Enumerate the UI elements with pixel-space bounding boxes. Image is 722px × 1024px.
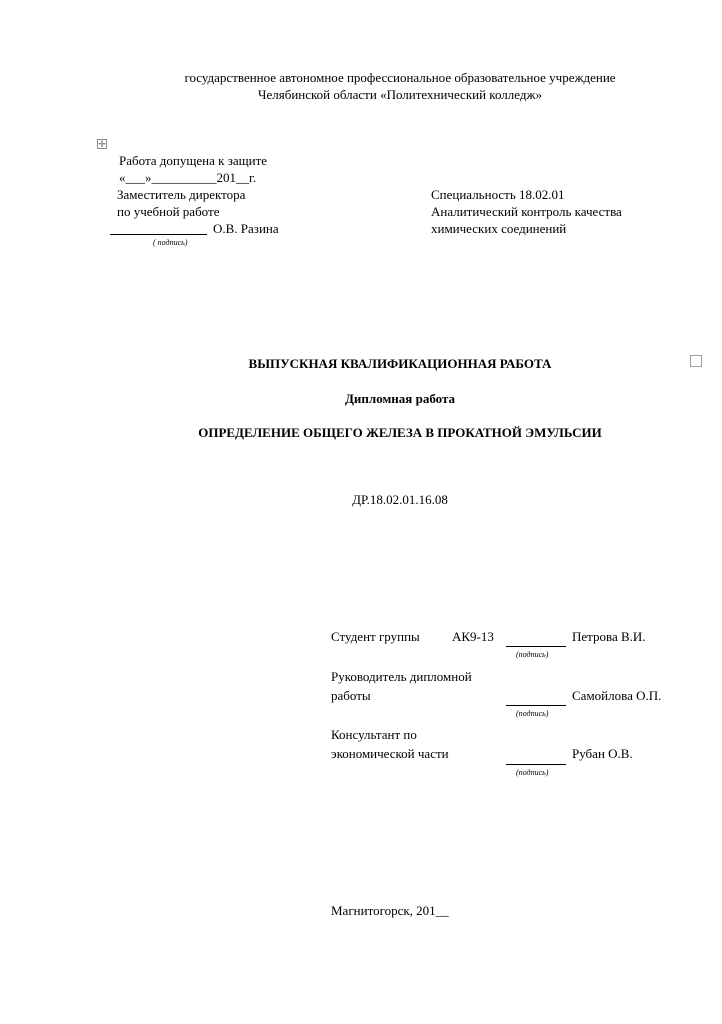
document-topic: ОПРЕДЕЛЕНИЕ ОБЩЕГО ЖЕЛЕЗА В ПРОКАТНОЙ ЭМУЛЬСИИ (198, 425, 602, 440)
admission-position-2: по учебной работе (117, 204, 220, 219)
student-signature-line (506, 646, 566, 647)
student-label: Студент группы (331, 629, 420, 644)
specialty-name-1: Аналитический контроль качества (431, 204, 622, 219)
checkbox-icon[interactable] (690, 355, 702, 367)
consultant-name: Рубан О.В. (572, 746, 633, 761)
admission-position-1: Заместитель директора (117, 187, 246, 202)
consultant-signature-caption: (подпись) (516, 768, 549, 777)
institution-line-1: государственное автономное профессиональное образовательное учреждение (184, 70, 616, 85)
specialty-code: Специальность 18.02.01 (431, 187, 565, 202)
move-handle-icon[interactable]: ✛ (98, 140, 106, 150)
admission-signer: О.В. Разина (213, 221, 279, 236)
supervisor-label-1: Руководитель дипломной (331, 669, 472, 684)
supervisor-label-2: работы (331, 688, 371, 703)
supervisor-signature-caption: (подпись) (516, 709, 549, 718)
institution-line-2: Челябинской области «Политехнический колледж» (258, 87, 542, 102)
admission-signature-caption: ( подпись) (153, 238, 188, 247)
document-type: Дипломная работа (344, 391, 456, 406)
consultant-label-2: экономической части (331, 746, 449, 761)
student-name: Петрова В.И. (572, 629, 646, 644)
specialty-name-2: химических соединений (431, 221, 567, 236)
consultant-label-1: Консультант по (331, 727, 417, 742)
student-signature-caption: (подпись) (516, 650, 549, 659)
supervisor-name: Самойлова О.П. (572, 688, 662, 703)
consultant-signature-line (506, 764, 566, 765)
document-code: ДР.18.02.01.16.08 (352, 492, 448, 507)
supervisor-signature-line (506, 705, 566, 706)
admission-date: «___»__________201__г. (119, 170, 257, 185)
city-year: Магнитогорск, 201__ (331, 903, 449, 918)
student-group: АК9-13 (452, 629, 494, 644)
admission-line-1: Работа допущена к защите (119, 153, 268, 168)
admission-signature-line (110, 234, 207, 235)
document-title: ВЫПУСКНАЯ КВАЛИФИКАЦИОННАЯ РАБОТА (248, 356, 552, 371)
